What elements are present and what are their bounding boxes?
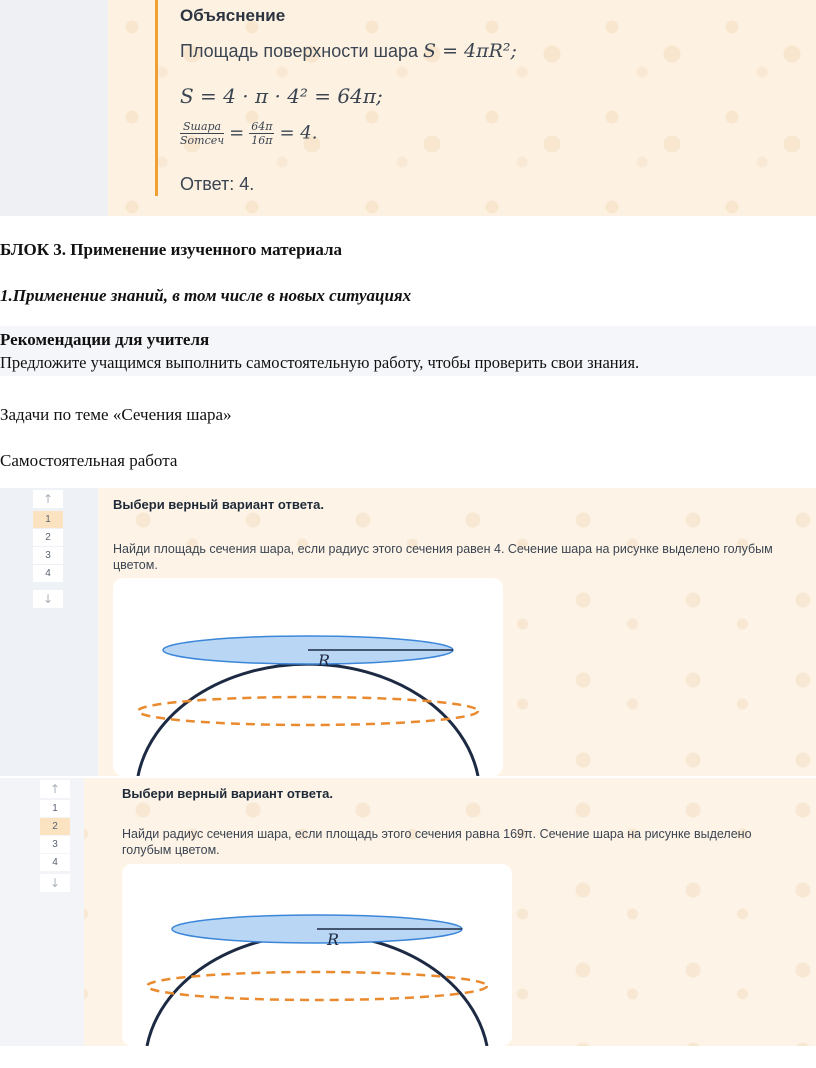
radius-label: R (318, 651, 331, 670)
ratio-right-denominator: 16π (251, 134, 273, 147)
exercise-1-nav (0, 488, 98, 776)
sphere-outline (147, 934, 487, 1046)
ratio-right-fraction (249, 120, 274, 147)
nav-item-1[interactable]: 1 (33, 511, 63, 528)
nav-down-arrow-icon[interactable]: ↓ (33, 590, 63, 608)
ratio-left-denominator: Sотсеч (180, 134, 225, 147)
block-heading: БЛОК 3. Применение изученного материала (0, 240, 343, 259)
ratio-left-fraction (180, 120, 224, 147)
nav-item-3[interactable]: 3 (40, 836, 70, 853)
explanation-ratio (180, 120, 317, 147)
nav-item-4[interactable]: 4 (40, 854, 70, 871)
nav-item-4[interactable]: 4 (33, 565, 63, 582)
exercise-2-figure (122, 864, 512, 1046)
equator-dashed-ellipse (147, 972, 487, 1000)
topic-line: Задачи по теме «Сечения шара» (0, 405, 232, 424)
radius-label: R (327, 930, 340, 949)
recommendation-text: Предложите учащимся выполнить самостоятельную работу, чтобы проверить свои знания. (0, 353, 640, 372)
ratio-equals: = (229, 122, 245, 144)
nav-item-2[interactable]: 2 (40, 818, 70, 835)
exercise-2-text: Найди радиус сечения шара, если площадь этого сечения равна 169π. Сечение шара на рисунке выделено голубым цветом. (122, 827, 752, 857)
explanation-line-1-text: Площадь поверхности шара (180, 41, 424, 61)
explanation-answer: Ответ: 4. (180, 174, 255, 194)
nav-down-arrow-icon[interactable]: ↓ (40, 874, 70, 892)
nav-up-arrow-icon[interactable]: ↑ (40, 780, 70, 798)
block-subheading: 1.Применение знаний, в том числе в новых ситуациях (0, 286, 412, 305)
sphere-section-diagram (122, 864, 512, 1046)
ratio-result: = 4. (279, 122, 318, 144)
exercise-2-nav (0, 778, 84, 1046)
exercise-1-text: Найди площадь сечения шара, если радиус этого сечения равен 4. Сечение шара на рисунке выделено голубым цветом. (113, 542, 773, 572)
exercise-1-title: Выбери верный вариант ответа. (113, 497, 324, 512)
explanation-title: Объяснение (180, 6, 286, 25)
recommendation-title: Рекомендации для учителя (0, 330, 210, 349)
explanation-line-1 (180, 40, 517, 62)
work-title: Самостоятельная работа (0, 451, 178, 470)
equator-dashed-ellipse (138, 697, 478, 725)
exercise-1-figure (113, 578, 503, 776)
ratio-left-numerator: Sшара (180, 120, 224, 134)
sphere-section-diagram (113, 578, 503, 776)
nav-item-1[interactable]: 1 (40, 800, 70, 817)
explanation-accent-bar (155, 0, 158, 196)
explanation-line-2: S = 4 · π · 4² = 64π; (180, 84, 383, 108)
nav-item-3[interactable]: 3 (33, 547, 63, 564)
ratio-right-numerator: 64π (251, 120, 273, 133)
exercise-2-title: Выбери верный вариант ответа. (122, 786, 333, 801)
sphere-area-formula: S = 4πR²; (423, 40, 517, 62)
nav-up-arrow-icon[interactable]: ↑ (33, 490, 63, 508)
nav-item-2[interactable]: 2 (33, 529, 63, 546)
